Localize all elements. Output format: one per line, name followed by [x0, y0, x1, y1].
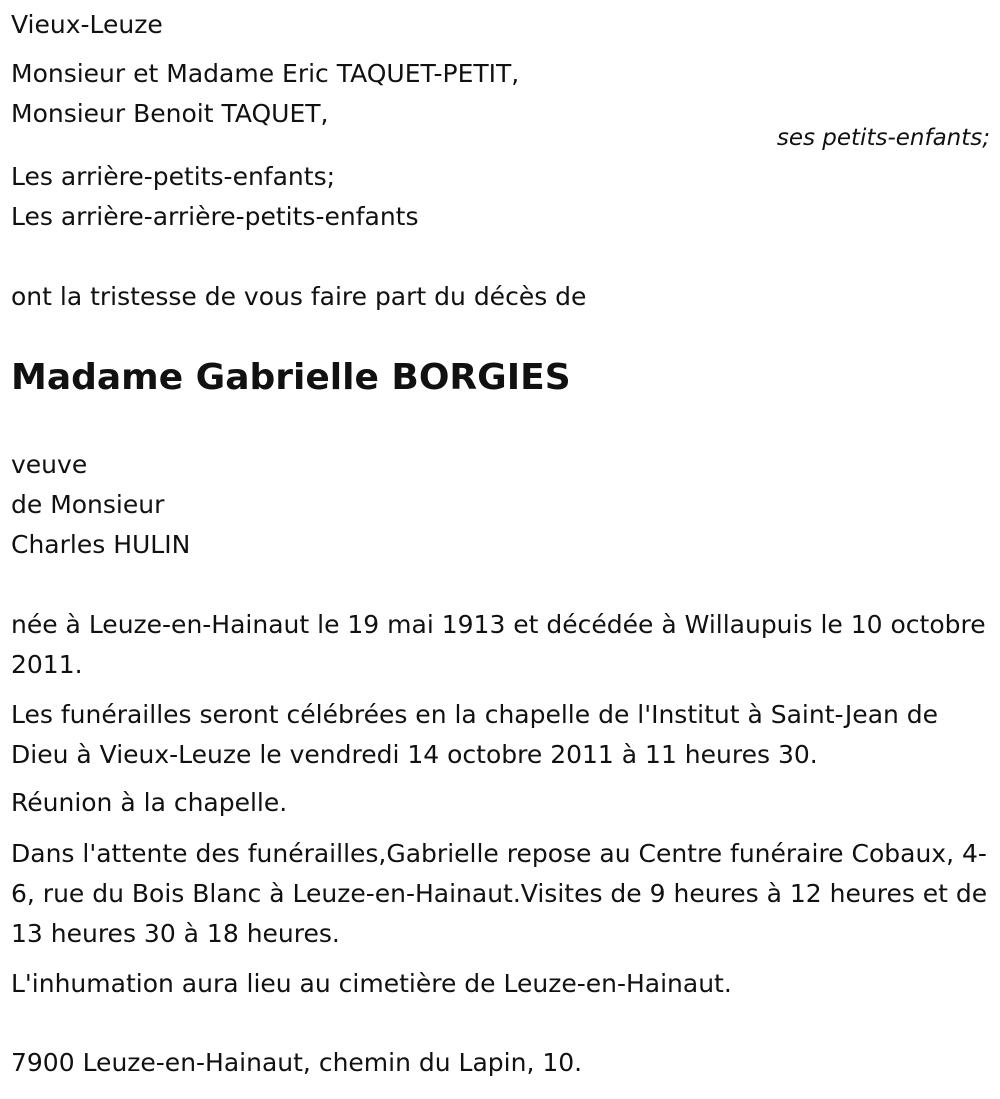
deceased-name: Madame Gabrielle BORGIES [11, 357, 571, 398]
grandchild-2: Monsieur Benoit TAQUET, [11, 99, 329, 128]
burial-text: L'inhumation aura lieu au cimetière de Leuze-en-Hainaut. [11, 969, 732, 998]
widow-line-1: veuve [11, 450, 88, 479]
widow-line-3: Charles HULIN [11, 530, 191, 559]
location-text: Vieux-Leuze [11, 10, 163, 39]
funeral-text: Les funérailles seront célébrées en la chapelle de l'Institut à Saint-Jean de Dieu à Vieux-Leuze le vendredi 14 octobre 2011 à 11 heures 30. [11, 700, 939, 769]
great-grandchildren: Les arrière-petits-enfants; [11, 162, 336, 191]
grandchild-1: Monsieur et Madame Eric TAQUET-PETIT, [11, 59, 520, 88]
repose-text: Dans l'attente des funérailles,Gabrielle repose au Centre funéraire Cobaux, 4-6, rue du Bois Blanc à Leuze-en-Hainaut.Visites de 9 heures à 12 heures et de 13 heures 30 à 18 heures. [11, 839, 988, 948]
grandchildren-label: ses petits-enfants; [776, 125, 990, 151]
birth-death-text: née à Leuze-en-Hainaut le 19 mai 1913 et décédée à Willaupuis le 10 octobre 2011. [11, 610, 986, 679]
address-text: 7900 Leuze-en-Hainaut, chemin du Lapin, 10. [11, 1048, 583, 1077]
meeting-text: Réunion à la chapelle. [11, 788, 288, 817]
great-great-grandchildren: Les arrière-arrière-petits-enfants [11, 202, 419, 231]
announcement-text: ont la tristesse de vous faire part du décès de [11, 282, 587, 311]
widow-line-2: de Monsieur [11, 490, 165, 519]
